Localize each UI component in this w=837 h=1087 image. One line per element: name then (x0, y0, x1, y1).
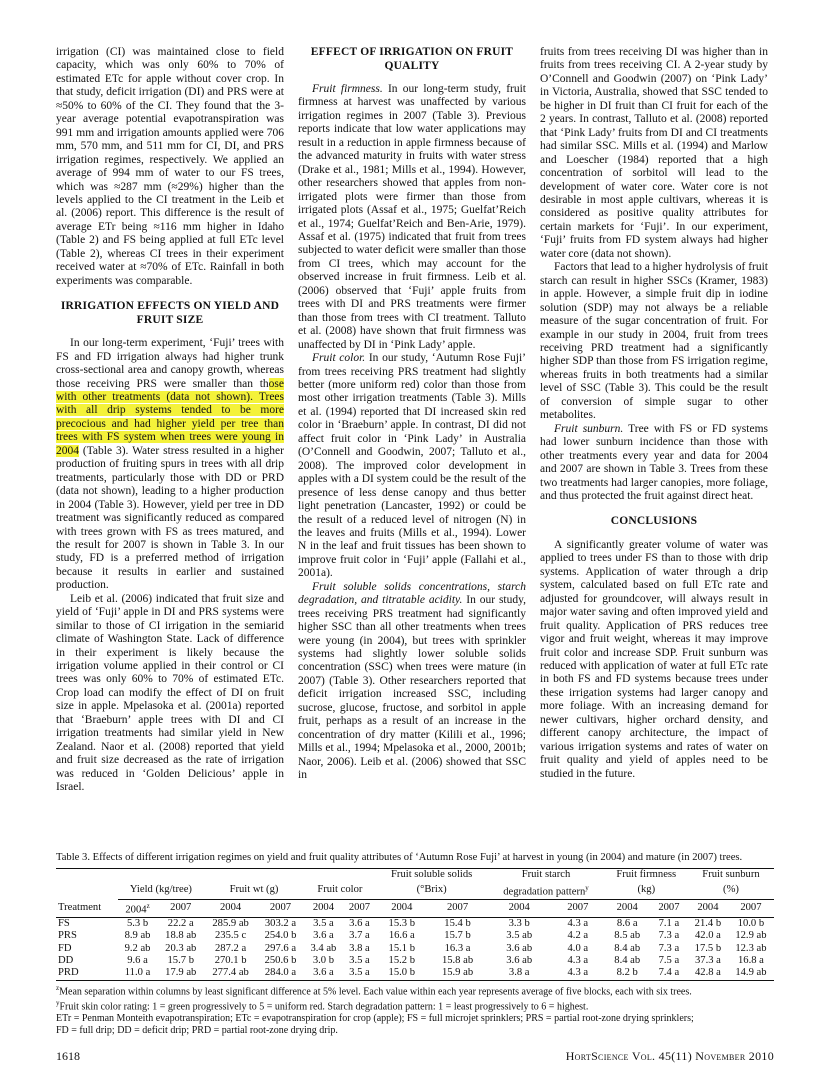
value-cell: 8.4 ab (614, 942, 641, 954)
table-body (56, 917, 774, 980)
column-group-label: Fruit soluble solids (376, 869, 488, 882)
column-header-year: 2004 (304, 899, 343, 917)
column-group-label: Fruit firmness (605, 869, 688, 882)
value-cell: 7.3 a (658, 942, 680, 954)
value-cell: 3.6 ab (506, 954, 533, 966)
value-cell: 3.5 a (349, 954, 370, 966)
value-cell: 235.5 c (215, 930, 247, 942)
subsection-title: Fruit soluble solids concentrations, starch degradation, and titratable acidity. (298, 580, 526, 607)
value-cell: 8.9 ab (124, 930, 151, 942)
table-row (56, 967, 774, 980)
column-header-year: 2004 (605, 899, 650, 917)
value-cell: 7.1 a (658, 917, 680, 929)
value-cell: 3.6 a (313, 930, 334, 942)
footnote-marker: y (585, 883, 589, 892)
value-cell: 3.6 ab (506, 942, 533, 954)
value-cell: 4.0 a (567, 942, 589, 954)
value-cell: 277.4 ab (204, 967, 257, 980)
paragraph: A significantly greater volume of water was applied to trees under FS than to those with drip systems. Application of water through a drip system, calculated based on full ETc rate and adjusted for groundcover, will always result in major water saving and often improved yield and fruit quality. Application of PRS reduces tree vigor and fruit weight, whereas it may improve fruit color and increase SDP. Fruit sunburn was reduced with application of water at full ETc rate in both FS and FD systems because trees under these irrigation systems had larger canopy and more foliage. With an increasing demand for newer cultivars, higher orchard density, and different canopy architecture, the impact of various irrigation systems and rates of water on fruit quality and yield of apples need to be studied in the future. (540, 538, 768, 780)
treatment-cell: DD (58, 954, 74, 966)
value-cell: 17.9 ab (157, 967, 204, 980)
table-row (56, 917, 774, 930)
table-footnotes (56, 983, 774, 1037)
value-cell: 3.7 a (349, 930, 370, 942)
value-cell: 8.6 a (616, 917, 638, 929)
table-caption: Table 3. Effects of different irrigation regimes on yield and fruit quality attributes of ‘Autumn Rose Fuji’ at harvest in young (in 2004) and mature (in 2007) trees. (56, 852, 743, 863)
value-cell: 10.0 b (737, 917, 765, 929)
column-header-year: 2007 (343, 899, 376, 917)
value-cell: 14.9 ab (728, 967, 774, 980)
column-header-year: 2007 (728, 899, 774, 917)
text-column-1 (56, 46, 284, 795)
value-cell: 15.7 b (444, 930, 471, 942)
section-heading-quality: EFFECT OF IRRIGATION ON FRUIT QUALITY (310, 46, 514, 72)
column-group-label (487, 882, 604, 899)
value-cell: 22.2 a (167, 917, 194, 929)
column-header-year: 2007 (650, 899, 688, 917)
footnote-marker: y (56, 998, 60, 1007)
section-heading-yield: IRRIGATION EFFECTS ON YIELD AND FRUIT SIZE (60, 300, 280, 326)
paragraph: Leib et al. (2006) indicated that fruit size and yield of ‘Fuji’ apple in DI and PRS systems were similar to those of CI irrigation in the semiarid climate of Washington State. Lack of difference in their experiment is likely because the irrigation volume applied in their control or CI trees was only 60% to 70% of estimated ETc. Crop load can modify the effect of DI on fruit size in apple. Mpelasoka et al. (2001a) reported that ‘Braeburn’ apple trees with DI and CI irrigation treatments had similar yield in New Zealand. Naor et al. (2008) reported that yield and fruit size decreased as the rate of irrigation was reduced in ‘Golden Delicious’ apple in Israel. (56, 592, 284, 794)
treatment-cell: FS (58, 917, 70, 929)
value-cell: 4.3 a (567, 917, 589, 929)
text-run: In our study, trees receiving PRS treatment had significantly higher SSC than all other treatments when trees were young (in 2004), but trees with sprinkler systems had slightly lower soluble solids concentration (SSC) when trees were mature (in 2007) (Table 3). Other researchers reported that deficit irrigation increased SSC, including sucrose, glucose, fructose, and sorbitol in apple fruit, perhaps as a result of an increase in the concentration of dry matter (Kilili et al., 1996; Mills et al., 1994; Mpelasoka et al., 2000, 2001b; Naor, 2006). Leib et al. (2006) showed that SSC in (298, 594, 526, 782)
value-cell: 7.3 a (658, 930, 680, 942)
value-cell: 4.3 a (551, 967, 605, 980)
footnote (56, 983, 774, 998)
value-cell: 12.9 ab (735, 930, 767, 942)
value-cell: 8.4 ab (614, 954, 641, 966)
footnote (56, 998, 774, 1013)
column-header-year: 2007 (257, 899, 304, 917)
results-table (56, 868, 774, 980)
value-cell: 3.6 a (349, 917, 370, 929)
value-cell: 254.0 b (264, 930, 297, 942)
text-run: In our long-term study, fruit firmness at harvest was unaffected by various irrigation regimes in 2007 (Table 3). Previous reports indicate that low water applications may result in a reduction in apple firmness because of the advanced maturity in fruits with water stress (Drake et al., 1981; Mills et al., 1994). However, other researchers showed that apples from non-irrigated plots were firmer than those from irrigated plots (Assaf et al., 1975; Guelfat’Reich et al., 1974; Guelfat’Reich and Ben-Arie, 1979). Assaf et al. (1975) indicated that fruit from trees subjected to water deficit were smaller than those from CI trees, which may account for the observed increase in fruit firmness. Leib et al. (2006) observed that ‘Fuji’ apple fruits from trees with DI and PRS treatments were firmer than those from trees with CI treatment. Talluto et al. (2008) have shown that fruit firmness was unaffected by DI in ‘Pink Lady’ apple. (298, 83, 526, 351)
value-cell: 7.4 a (650, 967, 688, 980)
value-cell: 3.5 ab (506, 930, 533, 942)
value-cell: 270.1 b (214, 954, 247, 966)
column-group-label: Fruit starch (487, 869, 604, 882)
value-cell: 287.2 a (215, 942, 247, 954)
paragraph: fruits from trees receiving DI was higher than in fruits from trees receiving CI. A 2-year study by O’Connell and Goodwin (2007) on ‘Pink Lady’ in Victoria, Australia, showed that SSC tended to be higher in DI fruit than CI fruit for each of the 2 years. In contrast, Talluto et al. (2008) reported that ‘Pink Lady’ fruits from DI and CI treatments had similar SSC. Mills et al. (1994) and Marlow and Loescher (1984) reported that a high concentration of sorbitol will lead to the development of water core. Water core is not desirable in most apple cultivars, whereas it is considered as positive quality attributes for certain markets for ‘Fuji’. In our experiment, ‘Fuji’ fruits from FD system always had higher water core (data not shown). (540, 46, 768, 260)
value-cell: 3.8 a (487, 967, 551, 980)
value-cell: 303.2 a (264, 917, 297, 929)
value-cell: 8.5 ab (614, 930, 641, 942)
value-cell: 7.5 a (658, 954, 680, 966)
value-cell: 15.3 b (388, 917, 416, 929)
header-row-1 (56, 869, 774, 882)
footnote-text: Fruit skin color rating: 1 = green progressively to 5 = uniform red. Starch degradation pattern: 1 = least progressively to 6 = highest. (59, 1001, 589, 1013)
paragraph (298, 352, 526, 581)
value-cell: 3.5 a (343, 967, 376, 980)
value-cell: 15.1 b (388, 942, 416, 954)
value-cell: 11.0 a (118, 967, 158, 980)
value-cell: 15.0 b (376, 967, 428, 980)
text-column-3 (540, 46, 768, 781)
value-cell: 15.2 b (388, 954, 416, 966)
value-cell: 16.8 a (737, 954, 764, 966)
column-header-year: 2007 (428, 899, 488, 917)
column-group-label: Fruit wt (g) (204, 882, 304, 899)
text-run: In our study, ‘Autumn Rose Fuji’ from trees receiving PRS treatment had slightly better (more uniform red) color than those from most other irrigation treatments (Table 3). Mills et al. (1994) reported that DI increased skin red color in ‘Braeburn’ apple. In contrast, DI did not affect fruit color in ‘Pink Lady’ in Australia (O’Connell and Goodwin, 2007; Talluto et al., 2008). The improved color development in apples with a DI system could be the result of the presence of less dense canopy and thus better light penetration (Lancaster, 1992) or could be the result of a reduced level of nitrogen (N) in the leaves and fruits (Mills et al., 1994). Lower N in the leaf and fruit tissues has been shown to improve fruit color in ‘Fuji’ apple (Fallahi et al., 2001a). (298, 352, 526, 580)
text-run: In our long-term experiment, ‘Fuji’ trees with FS and FD irrigation always had higher trunk cross-sectional area and canopy growth, whereas those receiving PRS were smaller than th (56, 337, 284, 390)
value-cell: 42.0 a (694, 930, 721, 942)
value-cell: 4.2 a (567, 930, 589, 942)
value-cell: 250.6 b (264, 954, 297, 966)
value-cell: 8.2 b (605, 967, 650, 980)
value-cell: 284.0 a (257, 967, 304, 980)
value-cell: 16.3 a (444, 942, 471, 954)
value-cell: 297.6 a (264, 942, 297, 954)
value-cell: 285.9 ab (212, 917, 249, 929)
value-cell: 12.3 ab (735, 942, 767, 954)
value-cell: 15.9 ab (428, 967, 488, 980)
subsection-title: Fruit color. (312, 352, 366, 365)
value-cell: 15.4 b (444, 917, 471, 929)
footnote: FD = full drip; DD = deficit drip; PRD = partial root-zone drying drip. (56, 1025, 338, 1037)
value-cell: 21.4 b (694, 917, 722, 929)
column-header-year: 2004 (487, 899, 551, 917)
paragraph: irrigation (CI) was maintained close to field capacity, which was only 60% to 70% of estimated ETc for apple without cover crop. In that study, deficit irrigation (DI) and PRS were at ≈50% to 60% of the CI. They found that the 3-year average potential evapotranspiration was 991 mm and irrigation amounts applied were 706 mm, 570 mm, and 511 mm for CI, DI, and PRS irrigation regimes, respectively. We applied an average of 994 mm of water to our FS trees, which was ≈287 mm (≈29%) higher than the levels applied to the CI treatment in the Leib et al. (2006) report. This difference is the result of average ETr being ≈116 mm higher in Idaho (Table 2) and FS being applied at full ETc level (Table 2), whereas CI trees in their experiment received water at ≈70% of ETc. Rainfall in both experiments was comparable. (56, 46, 284, 287)
journal-citation: HortScience Vol. 45(11) November 2010 (565, 1049, 774, 1063)
column-group-label: Yield (kg/tree) (118, 882, 204, 899)
column-header-year: 2007 (157, 899, 204, 917)
value-cell: 42.8 a (688, 967, 728, 980)
column-header-treatment: Treatment (56, 899, 118, 917)
paragraph (298, 83, 526, 352)
value-cell: 3.8 a (349, 942, 370, 954)
table-3 (56, 852, 774, 1037)
footnote-marker: z (56, 983, 60, 992)
subsection-title: Fruit sunburn. (554, 422, 624, 435)
value-cell: 5.3 b (126, 917, 149, 929)
header-text: degradation pattern (503, 886, 586, 898)
column-group-label: Fruit color (304, 882, 376, 899)
treatment-cell: PRD (56, 967, 118, 980)
value-cell: 17.5 b (694, 942, 722, 954)
text-run: (Table 3). Water stress resulted in a higher production of fruiting spurs in trees with all drip treatments, particularly those with DD or PRD (data not shown), leading to a higher production in 2004 (Table 3). However, yield per tree in DD treatment was significantly reduced as compared with trees grown with FS as trees matured, and the result for 2007 is shown in Table 3. In our study, FD is a preferred method of irrigation because it results in earlier and sustained production. (56, 444, 284, 592)
footnote: ETr = Penman Monteith evapotranspiration; ETc = evapotranspiration for crop (apple); FS = full microjet sprinklers; PRS = partial root-zone drying sprinklers; (56, 1013, 694, 1025)
text-column-2 (298, 46, 526, 783)
table-row (56, 943, 774, 955)
column-header-year: 2004 (688, 899, 728, 917)
value-cell: 15.8 ab (441, 954, 474, 966)
value-cell: 9.2 ab (124, 942, 151, 954)
column-group-label: (%) (688, 882, 774, 899)
table-row (56, 930, 774, 942)
footnote-text: Mean separation within columns by least significant difference at 5% level. Each value within each year represents average of five blocks, each with six trees. (59, 986, 692, 998)
paragraph (56, 337, 284, 593)
value-cell: 37.3 a (694, 954, 721, 966)
column-header-year: 2007 (551, 899, 605, 917)
column-header-year: 2004 (204, 899, 257, 917)
column-header-year: 2004 (376, 899, 428, 917)
paragraph: Factors that lead to a higher hydrolysis of fruit starch can result in higher SSCs (Kramer, 1983) in apple. However, a simple fruit dip in iodine solution (SDP) may not always be a reliable measure of the sugar concentration of fruit. For example in our study in 2004, fruit from trees receiving PRD treatment had a significantly higher SDP than those from FS irrigation regime, whereas fruits in both treatments had a similar level of SSC (Table 3). This could be the result of conversion of simple sugar to other metabolites. (540, 261, 768, 422)
column-group-label: Fruit sunburn (688, 869, 774, 882)
value-cell: 16.6 a (388, 930, 415, 942)
treatment-cell: FD (58, 942, 72, 954)
header-text: 2004 (125, 904, 147, 916)
value-cell: 20.3 ab (165, 942, 197, 954)
treatment-cell: PRS (58, 930, 77, 942)
value-cell: 3.4 ab (310, 942, 337, 954)
value-cell: 3.5 a (313, 917, 334, 929)
subsection-title: Fruit firmness. (312, 83, 383, 95)
value-cell: 18.8 ab (165, 930, 197, 942)
value-cell: 9.6 a (127, 954, 148, 966)
value-cell: 15.7 b (167, 954, 194, 966)
column-group-label: (°Brix) (376, 882, 488, 899)
paragraph (298, 581, 526, 783)
highlighted-text: ose with other treatments (data not shown). Trees with all drip systems tended to be more precocious and had higher yield per tree than trees with FS system when trees were young in 2004 (56, 377, 284, 457)
paragraph (540, 423, 768, 504)
value-cell: 3.6 a (304, 967, 343, 980)
header-row-2 (56, 882, 774, 899)
value-cell: 3.3 b (508, 917, 530, 929)
column-header-year (118, 899, 158, 917)
value-cell: 3.0 b (312, 954, 335, 966)
value-cell: 4.3 a (567, 954, 589, 966)
text-run: Tree with FS or FD systems had lower sunburn incidence than those with other treatments every year and data for 2004 and 2007 are shown in Table 3. Trees from these two treatments had larger canopies, more foliage, and thus protected the fruit against direct heat. (540, 422, 769, 502)
section-heading-conclusions: CONCLUSIONS (610, 515, 698, 528)
column-group-label: (kg) (605, 882, 688, 899)
header-row-3 (56, 899, 774, 917)
table-row (56, 955, 774, 967)
page-number: 1618 (56, 1049, 80, 1063)
footnote-marker: z (146, 901, 150, 910)
